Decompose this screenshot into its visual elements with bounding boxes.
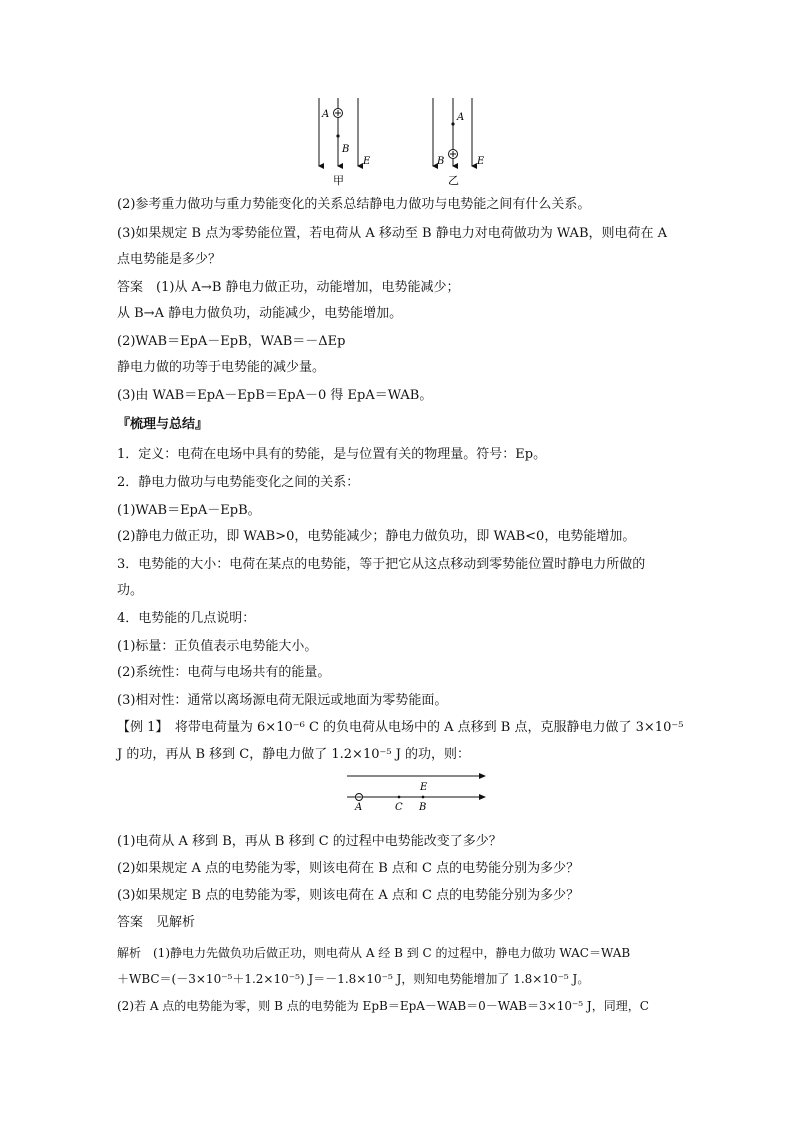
summary-item-3-line2: 功。 xyxy=(117,583,144,598)
summary-item-4: 4．电势能的几点说明： xyxy=(117,611,256,626)
example-field-diagram xyxy=(345,770,490,816)
example-1-line1: 【例 1】 将带电荷量为 6×10⁻⁶ C 的负电荷从电场中的 A 点移到 B 点，克服静电力做了 3×10⁻⁵ xyxy=(117,720,684,735)
solution-line-3: (2)若 A 点的电势能为零，则 B 点的电势能为 EpB＝EpA－WAB＝0－WAB＝3×10⁻⁵ J，同理，C xyxy=(117,999,649,1013)
summary-item-4c: (3)相对性：通常以离场源电荷无限远或地面为零势能面。 xyxy=(117,693,448,708)
question-3-line2: 点电势能是多少？ xyxy=(117,252,222,267)
label-a: A xyxy=(457,112,465,123)
example-question-2: (2)如果规定 A 点的电势能为零，则该电荷在 B 点和 C 点的电势能分别为多少？ xyxy=(117,861,580,876)
point-b-dot xyxy=(336,134,339,137)
question-3-line1: (3)如果规定 B 点为零势能位置，若电荷从 A 移动至 B 静电力对电荷做功为 WAB，则电荷在 A xyxy=(117,226,668,241)
summary-item-3-line1: 3．电势能的大小：电荷在某点的电势能，等于把它从这点移动到零势能位置时静电力所做的 xyxy=(117,557,646,572)
answer-line-3: (2)WAB＝EpA－EpB，WAB＝－ΔEp xyxy=(117,334,346,349)
caption-jia: 甲 xyxy=(333,174,344,187)
example-question-3: (3)如果规定 B 点的电势能为零，则该电荷在 A 点和 C 点的电势能分别为多少？ xyxy=(117,888,580,903)
label-e: E xyxy=(363,156,371,167)
label-c: C xyxy=(395,802,403,813)
answer-line-5: (3)由 WAB＝EpA－EpB＝EpA－0 得 EpA＝WAB。 xyxy=(117,388,433,403)
solution-line-1: 解析 (1)静电力先做负功后做正功，则电荷从 A 经 B 到 C 的过程中，静电力做功 WAC＝WAB xyxy=(117,946,631,960)
point-a-dot xyxy=(451,122,454,125)
label-b: B xyxy=(419,802,427,813)
label-b: B xyxy=(342,144,350,155)
field-diagram xyxy=(305,96,505,188)
question-2: (2)参考重力做功与重力势能变化的关系总结静电力做功与电势能之间有什么关系。 xyxy=(117,197,591,212)
caption-yi: 乙 xyxy=(448,174,459,187)
label-e: E xyxy=(477,156,485,167)
summary-item-2b: (2)静电力做正功，即 WAB>0，电势能减少；静电力做负功，即 WAB<0，电势能增加。 xyxy=(117,529,636,544)
summary-item-4a: (1)标量：正负值表示电势能大小。 xyxy=(117,639,318,654)
label-b: B xyxy=(437,156,445,167)
label-a: A xyxy=(322,109,330,120)
label-e: E xyxy=(420,782,428,793)
summary-item-2: 2．静电力做功与电势能变化之间的关系： xyxy=(117,475,360,490)
example-1-line2: J 的功，再从 B 移到 C，静电力做了 1.2×10⁻⁵ J 的功，则： xyxy=(117,747,471,762)
solution-line-2: ＋WBC＝(－3×10⁻⁵＋1.2×10⁻⁵) J＝－1.8×10⁻⁵ J，则知电势能增加了 1.8×10⁻⁵ J。 xyxy=(117,972,590,986)
summary-item-2a: (1)WAB＝EpA－EpB。 xyxy=(117,503,261,518)
answer-line-2: 从 B→A 静电力做负功，动能减少，电势能增加。 xyxy=(117,306,403,321)
answer-line-4: 静电力做的功等于电势能的减少量。 xyxy=(117,360,326,375)
label-a: A xyxy=(355,802,363,813)
example-question-1: (1)电荷从 A 移到 B，再从 B 移到 C 的过程中电势能改变了多少？ xyxy=(117,834,502,849)
answer-line-1: 答案 (1)从 A→B 静电力做正功，动能增加，电势能减少； xyxy=(117,280,460,295)
example-answer: 答案 见解析 xyxy=(117,915,196,930)
point-b-dot xyxy=(422,796,425,799)
point-c-dot xyxy=(398,796,401,799)
summary-item-4b: (2)系统性：电荷与电场共有的能量。 xyxy=(117,665,331,680)
summary-heading: 『梳理与总结』 xyxy=(117,417,209,432)
summary-item-1: 1．定义：电荷在电场中具有的势能，是与位置有关的物理量。符号：Ep。 xyxy=(117,447,547,462)
